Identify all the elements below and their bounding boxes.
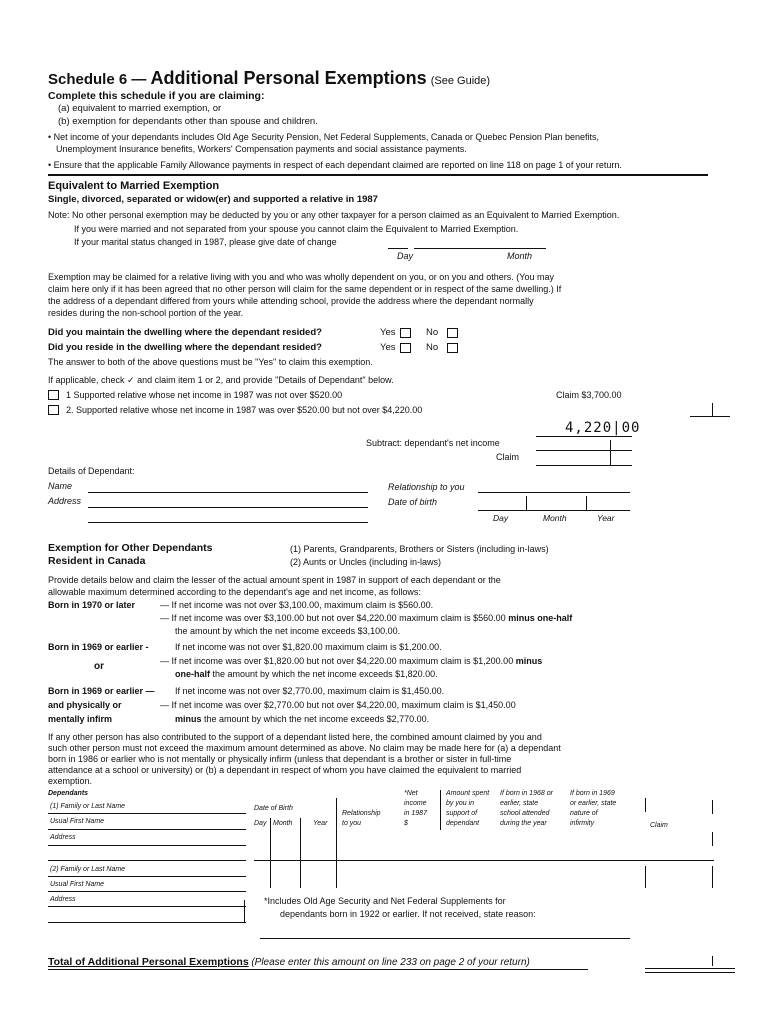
table-note-1: *Includes Old Age Security and Net Federal Supplements for [264, 896, 506, 906]
item2-checkbox[interactable] [48, 405, 59, 415]
total-field-line-1[interactable] [645, 968, 735, 969]
question-reside: Did you reside in the dwelling where the dependant resided? [48, 342, 322, 353]
address-field-2[interactable] [88, 522, 368, 523]
item2-amount: 4,220|00 [565, 420, 641, 436]
address-label: Address [48, 496, 82, 506]
physically-label: and physically or [48, 700, 122, 710]
provide-1: Provide details below and claim the lesser of the actual amount spent in 1987 in support of each dependant or the [48, 575, 501, 585]
dob-divider-2 [586, 496, 587, 510]
usual-2-field[interactable] [48, 891, 246, 892]
name-label: Name [48, 481, 73, 491]
infirm-header-1: If born in 1969 [570, 790, 615, 797]
title-guide: (See Guide) [430, 75, 491, 87]
rule-2b-text: — If net income was over $1,820.00 but not over $4,220.00 maximum claim is $1,200.00 [160, 656, 514, 666]
question-maintain: Did you maintain the dwelling where the dependant resided? [48, 327, 322, 338]
equiv-note: Note: No other personal exemption may be deducted by you or any other taxpayer for a person claimed as an Equivalent to Married Exemption. [48, 210, 620, 220]
item2-text: 2. Supported relative whose net income in 1987 was over $520.00 but not over $4,220.00 [66, 405, 423, 415]
table-col-divider-2 [300, 818, 301, 888]
school-header-2: earlier, state [500, 800, 539, 807]
equiv-para-4: resides during the non-school portion of the year. [48, 308, 244, 318]
netinc-header-4: $ [404, 820, 408, 827]
table-left-bracket [244, 900, 245, 922]
contrib-4: attendance at a school or university) or (b) a dependant in respect of whom you have claimed the equivalent to married [48, 765, 522, 775]
equiv-para-2: claim here only if it has been agreed that no other person will claim for the same dependent or in respect of the same dwelling.) If [48, 284, 562, 294]
item1-checkbox[interactable] [48, 390, 59, 400]
rule-2a: If net income was not over $1,820.00 maximum claim is $1,200.00. [175, 642, 442, 652]
rel-col-header-2: to you [342, 820, 362, 827]
born-1970-label: Born in 1970 or later [48, 600, 136, 610]
equiv-para-1: Exemption may be claimed for a relative living with you and who was wholly dependent on you, or on you and others. (You may [48, 272, 554, 282]
provide-2: allowable maximum determined according to the dependant's age and net income, as follows: [48, 587, 421, 597]
section-divider [48, 174, 708, 176]
address-2-label: Address [50, 896, 76, 903]
school-header-4: during the year [500, 820, 547, 827]
address-field[interactable] [88, 507, 368, 508]
dob-divider-1 [526, 496, 527, 510]
reason-field[interactable] [260, 938, 630, 939]
amount-underline [536, 436, 632, 437]
equiv-heading: Equivalent to Married Exemption [48, 180, 220, 192]
table-row-1-line[interactable] [254, 860, 714, 861]
rule-2b [160, 656, 542, 666]
amt-header-1: Amount spent [446, 790, 490, 797]
marital-month-label: Month [507, 251, 533, 261]
marital-date-line[interactable] [414, 248, 546, 249]
school-header-1: If born in 1968 or [500, 790, 553, 797]
rule-1a: — If net income was not over $3,100.00, maximum claim is $560.00. [160, 600, 434, 610]
dob-year-label: Year [597, 513, 615, 523]
infirm-header-3: nature of [570, 810, 598, 817]
total-instruction: (Please enter this amount on line 233 on page 2 of your return) [251, 957, 530, 968]
school-header-3: school attended [500, 810, 550, 817]
dob-field[interactable] [478, 510, 630, 511]
rule-2b-bold: minus [515, 656, 543, 666]
margin-tick [712, 403, 713, 417]
marital-day-label: Day [397, 251, 414, 261]
subtract-label: Subtract: dependant's net income [366, 438, 500, 448]
rule-3c [175, 714, 429, 724]
family-1-field[interactable] [48, 813, 246, 814]
rule-2c-text: the amount by which the net income exceeds $1,820.00. [212, 669, 438, 679]
equiv-subheading: Single, divorced, separated or widow(er) and supported a relative in 1987 [48, 194, 378, 205]
intro-bullet-2: • Ensure that the applicable Family Allowance payments in respect of each dependant claimed are reported on line 118 on page 1 of your return. [48, 160, 622, 170]
other-heading-1: Exemption for Other Dependants [48, 542, 213, 554]
contrib-1: If any other person has also contributed to the support of a dependant listed here, the combined amount claimed by you and [48, 732, 542, 742]
q1-yes-label: Yes [380, 327, 396, 338]
q1-no-label: No [426, 327, 439, 338]
family-2-label: (2) Family or Last Name [50, 866, 126, 873]
equiv-married-text: If you were married and not separated from your spouse you cannot claim the Equivalent to Married Exemption. [74, 224, 519, 234]
rel-col-header-1: Relationship [342, 810, 381, 817]
marital-day-line[interactable] [388, 248, 408, 249]
details-label: Details of Dependant: [48, 466, 135, 476]
rule-1c: the amount by which the net income exceeds $3,100.00. [175, 626, 401, 636]
other-option-2: (2) Aunts or Uncles (including in-laws) [290, 557, 442, 567]
rule-3c-text: the amount by which the net income exceeds $2,770.00. [204, 714, 430, 724]
equiv-claim-line[interactable] [536, 465, 632, 466]
usual-1-label: Usual First Name [50, 818, 105, 825]
or-label: or [94, 661, 104, 672]
other-heading-2: Resident in Canada [48, 555, 146, 567]
dob-day-label: Day [493, 513, 509, 523]
dob-col-day: Day [254, 820, 267, 827]
item1-text: 1 Supported relative whose net income in 1987 was not over $520.00 [66, 390, 343, 400]
dependants-heading: Dependants [48, 790, 89, 797]
name-field[interactable] [88, 492, 368, 493]
rule-1b [160, 613, 572, 623]
contrib-5: exemption. [48, 776, 93, 786]
rule-1b-bold: minus one-half [508, 613, 573, 623]
item1-claim: Claim $3,700.00 [556, 390, 622, 400]
q2-no-checkbox[interactable] [447, 343, 458, 353]
infirm-label: mentally infirm [48, 714, 113, 724]
table-claim-divider [712, 800, 713, 814]
infirm-header-4: infirmity [570, 820, 595, 827]
title-main: Additional Personal Exemptions [150, 68, 427, 88]
address-1-label: Address [50, 834, 76, 841]
dob-col-header: Date of Birth [254, 805, 293, 812]
table-claim-divider-2 [712, 832, 713, 846]
amt-header-2: by you in [446, 800, 475, 807]
intro-heading: Complete this schedule if you are claiming: [48, 90, 265, 102]
address-2-field-2[interactable] [48, 922, 246, 923]
answer-note: The answer to both of the above questions must be "Yes" to claim this exemption. [48, 357, 373, 367]
infirm-header-2: or earlier, state [570, 800, 617, 807]
check-instruction: If applicable, check ✓ and claim item 1 or 2, and provide "Details of Dependant" below. [48, 375, 394, 385]
intro-bullet-1b: Unemployment Insurance benefits, Workers' Compensation payments and social assistance payments. [56, 144, 467, 154]
usual-1-field[interactable] [48, 829, 246, 830]
dob-month-label: Month [543, 513, 567, 523]
equiv-marital-text: If your marital status changed in 1987, please give date of change [74, 237, 337, 247]
margin-line [690, 416, 730, 417]
born-1969-label: Born in 1969 or earlier - [48, 642, 149, 652]
amt-header-3: support of [446, 810, 478, 817]
equiv-para-3: the address of a dependant differed from yours while attending school, provide the address where the dependant normally [48, 296, 534, 306]
dob-col-year: Year [313, 820, 328, 827]
table-col-divider-6 [645, 866, 646, 888]
total-field-line-2[interactable] [645, 972, 735, 973]
table-claim-divider-3 [712, 866, 713, 888]
q2-yes-label: Yes [380, 342, 396, 353]
other-option-1: (1) Parents, Grandparents, Brothers or Sisters (including in-laws) [290, 544, 549, 554]
total-underline [48, 969, 588, 970]
family-2-field[interactable] [48, 876, 246, 877]
equiv-claim-label: Claim [496, 452, 520, 462]
rule-2c [175, 669, 438, 679]
usual-2-label: Usual First Name [50, 881, 105, 888]
netinc-header-2: income [404, 800, 427, 807]
intro-b: (b) exemption for dependants other than spouse and children. [58, 116, 318, 127]
born-1969b-label: Born in 1969 or earlier — [48, 686, 155, 696]
claim-col-header: Claim [650, 822, 668, 829]
contrib-3: born in 1986 or earlier who is not mentally or physically infirm (unless that dependant is a brother or sister in full-time [48, 754, 512, 764]
table-col-divider-4 [440, 790, 441, 830]
table-note-2: dependants born in 1922 or earlier. If not received, state reason: [280, 909, 536, 919]
address-1-field[interactable] [48, 845, 246, 846]
rule-3b: — If net income was over $2,770.00 but not over $4,220.00, maximum claim is $1,450.00 [160, 700, 516, 710]
dob-col-month: Month [273, 820, 293, 827]
family-1-label: (1) Family or Last Name [50, 803, 126, 810]
cents-divider [610, 440, 611, 466]
intro-bullet-1a: • Net income of your dependants includes Old Age Security Pension, Net Federal Supplements, Canada or Quebec Pension Plan benefits, [48, 132, 599, 142]
rule-1b-text: — If net income was over $3,100.00 but not over $4,220.00 maximum claim is $560.00 [160, 613, 506, 623]
address-2-field[interactable] [48, 906, 246, 907]
total-label: Total of Additional Personal Exemptions [48, 956, 249, 968]
contrib-2: such other person must not exceed the maximum amount determined as above. No claim may be made here for (a) a dependant [48, 743, 561, 753]
total-tick [712, 956, 713, 966]
intro-a: (a) equivalent to married exemption, or [58, 103, 222, 114]
q1-yes-checkbox[interactable] [400, 328, 411, 338]
q1-no-checkbox[interactable] [447, 328, 458, 338]
table-col-divider-1 [270, 818, 271, 888]
relationship-label: Relationship to you [388, 482, 465, 492]
address-1-field-2[interactable] [48, 860, 246, 861]
rule-3a: If net income was not over $2,770.00, maximum claim is $1,450.00. [175, 686, 445, 696]
q2-no-label: No [426, 342, 439, 353]
total-row [48, 956, 530, 969]
amt-header-4: dependant [446, 820, 480, 827]
dob-label: Date of birth [388, 497, 438, 507]
netinc-header-3: in 1987 [404, 810, 427, 817]
subtract-line[interactable] [536, 450, 632, 451]
table-col-divider-5 [645, 798, 646, 812]
relationship-field[interactable] [478, 492, 630, 493]
q2-yes-checkbox[interactable] [400, 343, 411, 353]
table-col-divider-3 [336, 798, 337, 888]
netinc-header-1: *Net [404, 790, 418, 797]
title-prefix: Schedule 6 — [48, 71, 151, 88]
rule-3c-bold: minus [175, 714, 202, 724]
rule-2c-bold: one-half [175, 669, 210, 679]
schedule-title [48, 68, 490, 89]
